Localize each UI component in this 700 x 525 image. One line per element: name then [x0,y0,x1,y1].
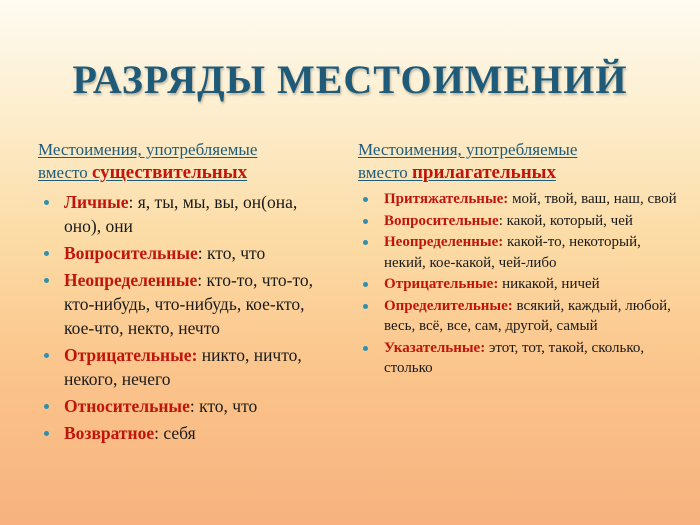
list-item [358,274,678,295]
list-item [38,268,338,340]
list-item [38,394,338,418]
category-term: Вопросительные [64,243,198,263]
category-examples: : кто, что [189,396,258,416]
bullet-icon [363,240,368,245]
bullet-icon [44,200,49,205]
nouns-column [38,138,338,448]
category-term: Неопределенные: [384,234,504,250]
bullet-icon [363,219,368,224]
category-examples: : какой, который, чей [498,212,633,229]
adjectives-pronoun-list [358,189,678,379]
category-examples: никто, ничто, некого, нечего [64,345,302,389]
header-accent: прилагательных [411,162,556,183]
category-examples: мой, твой, ваш, наш, свой [508,191,677,207]
list-item [38,421,338,445]
category-term: Возвратное [64,423,155,443]
category-term: Определительные: [384,297,513,314]
list-item [38,190,338,238]
list-item [38,241,338,265]
list-item [358,232,678,273]
category-term: Притяжательные: [384,191,509,207]
category-examples: : себя [154,423,196,443]
header-prefix: вместо [358,163,412,182]
slide-title: РАЗРЯДЫ МЕСТОИМЕНИЙ [72,57,628,102]
bullet-icon [44,278,49,283]
bullet-icon [44,404,49,409]
category-examples: : я, ты, мы, вы, он(она, оно), они [64,192,298,236]
category-examples: всякий, каждый, любой, весь, всё, все, сам, другой, самый [384,297,671,334]
bullet-icon [363,304,368,309]
category-term: Отрицательные: [64,345,198,365]
nouns-column-header [38,138,338,184]
list-item [358,211,678,232]
adjectives-column-header [358,138,678,184]
nouns-pronoun-list [38,190,338,445]
bullet-icon [363,346,368,351]
category-term: Личные [64,192,129,212]
category-term: Относительные [64,396,190,416]
list-item [38,343,338,391]
bullet-icon [44,353,49,358]
category-examples: этот, тот, такой, сколько, столько [384,339,645,376]
header-line1: Местоимения, употребляемые [358,140,578,159]
bullet-icon [44,251,49,256]
bullet-icon [363,197,368,202]
bullet-icon [363,282,368,287]
header-prefix: вместо [38,163,92,182]
list-item [358,296,678,337]
list-item [358,189,678,210]
category-term: Вопросительные [384,212,499,229]
list-item [358,338,678,379]
category-examples: : кто-то, что-то, кто-нибудь, что-нибудь, кое-кто, кое-что, некто, нечто [64,270,314,338]
header-line1: Местоимения, употребляемые [38,140,258,159]
adjectives-column [358,138,678,380]
bullet-icon [44,431,49,436]
category-examples: какой-то, некоторый, некий, кое-какой, чей-либо [384,234,641,271]
category-term: Указательные: [384,339,486,356]
category-examples: : кто, что [197,243,266,263]
category-term: Отрицательные: [384,276,499,292]
category-term: Неопределенные [64,270,198,290]
header-accent: существительных [91,162,248,183]
category-examples: никакой, ничей [498,276,600,292]
